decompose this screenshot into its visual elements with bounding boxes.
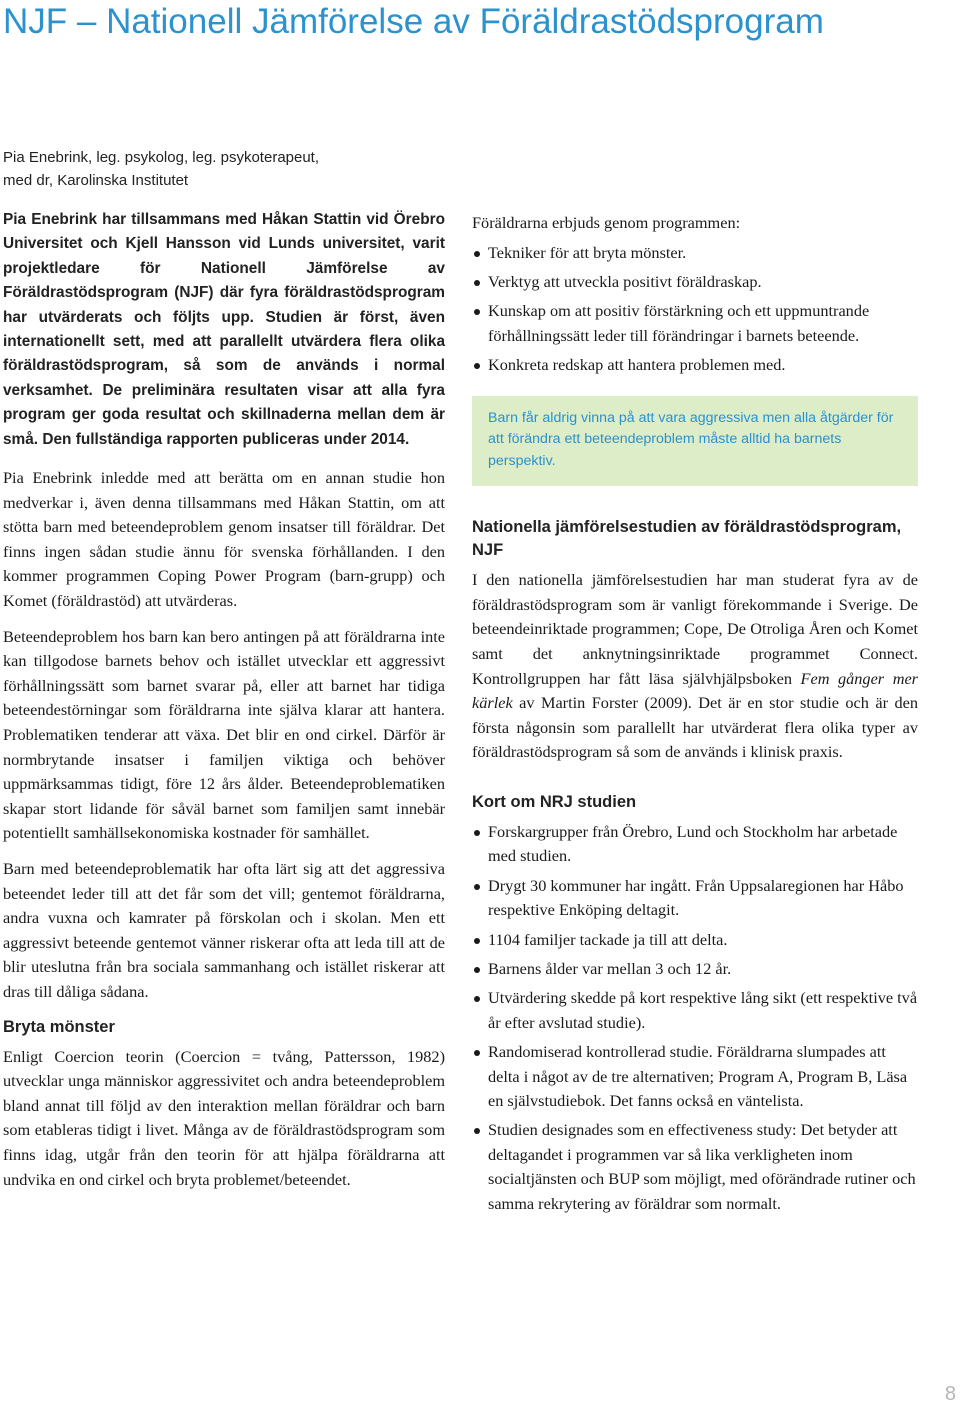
bullet-icon [474, 884, 480, 890]
bullet-icon [474, 1050, 480, 1056]
list-item: Kunskap om att positiv förstärkning och ett uppmuntrande förhållningssätt leder till förändringar i barnets beteende. [472, 299, 918, 348]
author-line-1: Pia Enebrink, leg. psykolog, leg. psykoterapeut, [3, 149, 320, 166]
bullet-icon [474, 280, 480, 286]
lead-paragraph: Pia Enebrink har tillsammans med Håkan Stattin vid Örebro Universitet och Kjell Hansson vid Lunds universitet, varit projektledare för Nationell Jämförelse av Föräldrastödsprogram (NJF) där fyra föräldrastödsprogram har utvärderats och följts upp. Studien är först, även internationellt sett, med att parallellt utvärdera flera olika föräldrastödsprogram, så som de används i normal verksamhet. De preliminära resultaten visar att alla fyra program ger goda resultat och skillnaderna mellan dem är små. Den fullständiga rapporten publiceras under 2014. [3, 211, 445, 448]
offers-intro: Föräldrarna erbjuds genom programmen: [472, 213, 741, 232]
bullet-icon [474, 996, 480, 1002]
bullet-icon [474, 967, 480, 973]
offers-list [472, 241, 918, 378]
list-item: 1104 familjer tackade ja till att delta. [472, 928, 918, 952]
right-column [472, 211, 918, 1221]
section-heading-bryta: Bryta mönster [3, 1017, 115, 1036]
list-item: Forskargrupper från Örebro, Lund och Stockholm har arbetade med studien. [472, 820, 918, 869]
bullet-icon [474, 251, 480, 257]
list-item: Utvärdering skedde på kort respektive lång sikt (ett respektive två år efter avslutad studie). [472, 986, 918, 1035]
list-item: Tekniker för att bryta mönster. [472, 241, 918, 265]
author-line-2: med dr, Karolinska Institutet [3, 172, 189, 189]
body-paragraph: Pia Enebrink inledde med att berätta om en annan studie hon medverkar i, även denna tillsammans med Håkan Stattin, om att stötta barn med beteendeproblem genom insatser till föräldrar. Det finns ingen sådan studie ännu för svenska förhållanden. I den kommer programmen Coping Power Program (barn-grupp) och Komet (föräldrastöd) att utvärderas. [3, 468, 445, 611]
body-paragraph: Barn med beteendeproblematik har ofta lärt sig att det aggressiva beteendet leder till att det får som det vill; gentemot föräldrarna, andra vuxna och kamrater på förskolan och i skolan. Men ett aggressivt beteende gentemot vänner riskerar ofta att leda till att de blir uteslutna från bra sociala sammanhang och istället riskerar att dras till dåliga sådana. [3, 858, 445, 1001]
bullet-icon [474, 938, 480, 944]
book-title: Fem gånger mer kärlek [472, 668, 919, 713]
left-column [3, 208, 445, 1203]
page-number: 8 [944, 1383, 956, 1405]
bullet-icon [474, 830, 480, 836]
national-paragraph: I den nationella jämförelsestudien har man studerat fyra av de föräldrastödsprogram som är vanligt förekommande i Sverige. De beteendeinriktade programmen; Cope, De Otroliga Åren och Komet samt det anknytningsinriktade programmet Connect. Kontrollgruppen har fått läsa självhjälpsboken Fem gånger mer kärlek av Martin Forster (2009). Det är en stor studie och är den första någonsin som parallellt har utvärderat flera olika typer av föräldrastödsprogram så som de används i klinisk praxis. [472, 570, 919, 762]
body-paragraph: Beteendeproblem hos barn kan bero antingen på att föräldrarna inte kan tillgodose barnets behov och istället utvecklar ett aggressivt förhållningssätt som barnet svarar på, eller att barnet har tidiga beteendestörningar som föräldrarna inte själva klarar att hantera. Problematiken tenderar att växa. Det blir en ond cirkel. Därför är normbrytande insatser i familjen viktiga och behöver uppmärksammas tidigt, före 12 års ålder. Beteendeproblematiken skapar stort lidande för såväl barnet som familjen samt innebär potentiellt samhällsekonomiska kostnader för samhället. [3, 626, 445, 843]
bullet-icon [474, 363, 480, 369]
list-item: Studien designades som en effectiveness study: Det betyder att deltagandet i programmen var så lika verkligheten inom socialtjänsten och BUP som möjligt, med oförändrade rutiner och samma rekrytering av föräldrar som normalt. [472, 1118, 918, 1216]
list-item: Drygt 30 kommuner har ingått. Från Uppsalaregionen har Håbo respektive Enköping deltagit. [472, 874, 918, 923]
bullet-icon [474, 309, 480, 315]
body-paragraph: Enligt Coercion teorin (Coercion = tvång, Pattersson, 1982) utvecklar unga människor aggressivitet och andra beteendeproblem bland annat till följd av den interaktion mellan föräldrar och barn som etableras tidigt i livet. Många av de föräldrastödsprogram som finns idag, utgår från den teorin för att hjälpa föräldrarna att undvika en ond cirkel och bryta problemet/beteendet. [3, 1046, 445, 1189]
section-heading-national: Nationella jämförelsestudien av föräldrastödsprogram, NJF [472, 518, 902, 560]
kort-list [472, 820, 918, 1216]
author-byline [3, 146, 319, 192]
list-item: Barnens ålder var mellan 3 och 12 år. [472, 957, 918, 981]
list-item: Verktyg att utveckla positivt föräldraskap. [472, 270, 918, 294]
page-title: NJF – Nationell Jämförelse av Föräldrastödsprogram [3, 2, 824, 41]
section-heading-kort: Kort om NRJ studien [472, 792, 637, 811]
callout-box: Barn får aldrig vinna på att vara aggressiva men alla åtgärder för att förändra ett beteendeproblem måste alltid ha barnets perspektiv. [472, 396, 918, 487]
list-item: Konkreta redskap att hantera problemen med. [472, 353, 918, 377]
list-item: Randomiserad kontrollerad studie. Föräldrarna slumpades att delta i något av de tre alternativen; Program A, Program B, Läsa en självstudiebok. Det fanns också en väntelista. [472, 1040, 918, 1113]
bullet-icon [474, 1128, 480, 1134]
